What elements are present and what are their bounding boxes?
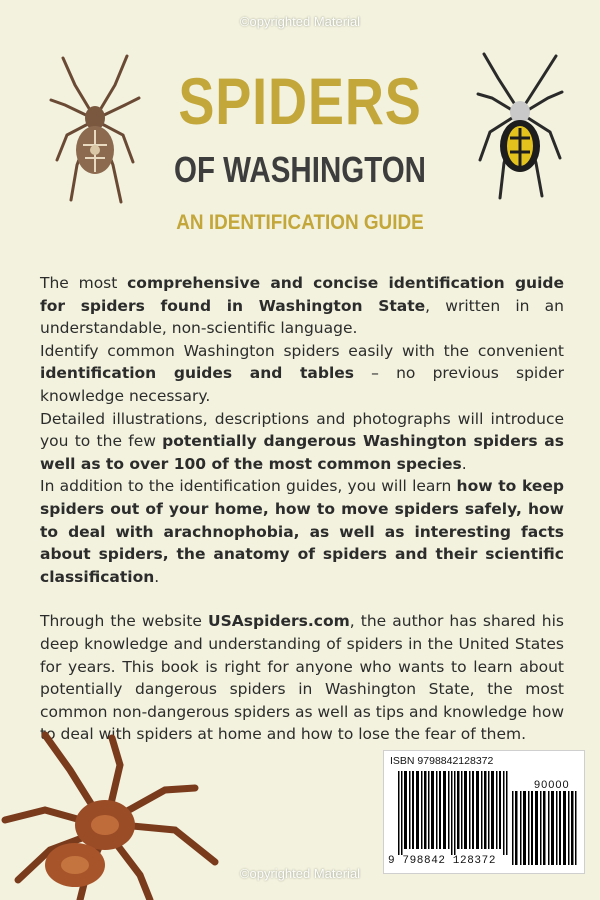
description-paragraph-3: Detailed illustrations, descriptions and photographs will introduce you to the few potentially dangerous Washington spiders as well as to over 100 of the most common species.	[40, 409, 564, 473]
book-subtitle: OF WASHINGTON	[173, 149, 427, 190]
isbn-label: ISBN 9798842128372	[390, 755, 494, 767]
main-barcode-bars	[398, 771, 510, 855]
addon-barcode-bars	[512, 791, 578, 865]
copyright-watermark-bottom: ©opyrighted Material	[239, 866, 361, 881]
isbn-barcode	[383, 750, 585, 874]
description-paragraph-1: The most comprehensive and concise identification guide for spiders found in Washington State, written in an understandable, non-scientific language.	[40, 274, 565, 338]
copyright-watermark-top: ©opyrighted Material	[239, 14, 361, 29]
description-text	[40, 272, 564, 746]
description-paragraph-2: Identify common Washington spiders easily with the convenient identification guides and tables – no previous spider knowledge necessary.	[40, 341, 564, 405]
price-code: 90000	[534, 779, 570, 791]
book-tagline: AN IDENTIFICATION GUIDE	[176, 211, 424, 234]
book-title: SPIDERS	[178, 64, 422, 138]
description-paragraph-4: In addition to the identification guides, you will learn how to keep spiders out of your home, how to move spiders safely, how to deal with arachnophobia, as well as interesting facts about spiders, the anatomy of spiders and their scientific classification.	[40, 477, 564, 586]
barcode-digits: 9 798842 128372	[388, 855, 497, 867]
author-paragraph: Through the website USAspiders.com, the author has shared his deep knowledge and understanding of spiders in the United States for years. This book is right for anyone who wants to learn about potentially dangerous spiders in Washington State, the most common non-dangerous spiders as well as tips and knowledge how to deal with spiders at home and how to lose the fear of them.	[40, 612, 565, 744]
